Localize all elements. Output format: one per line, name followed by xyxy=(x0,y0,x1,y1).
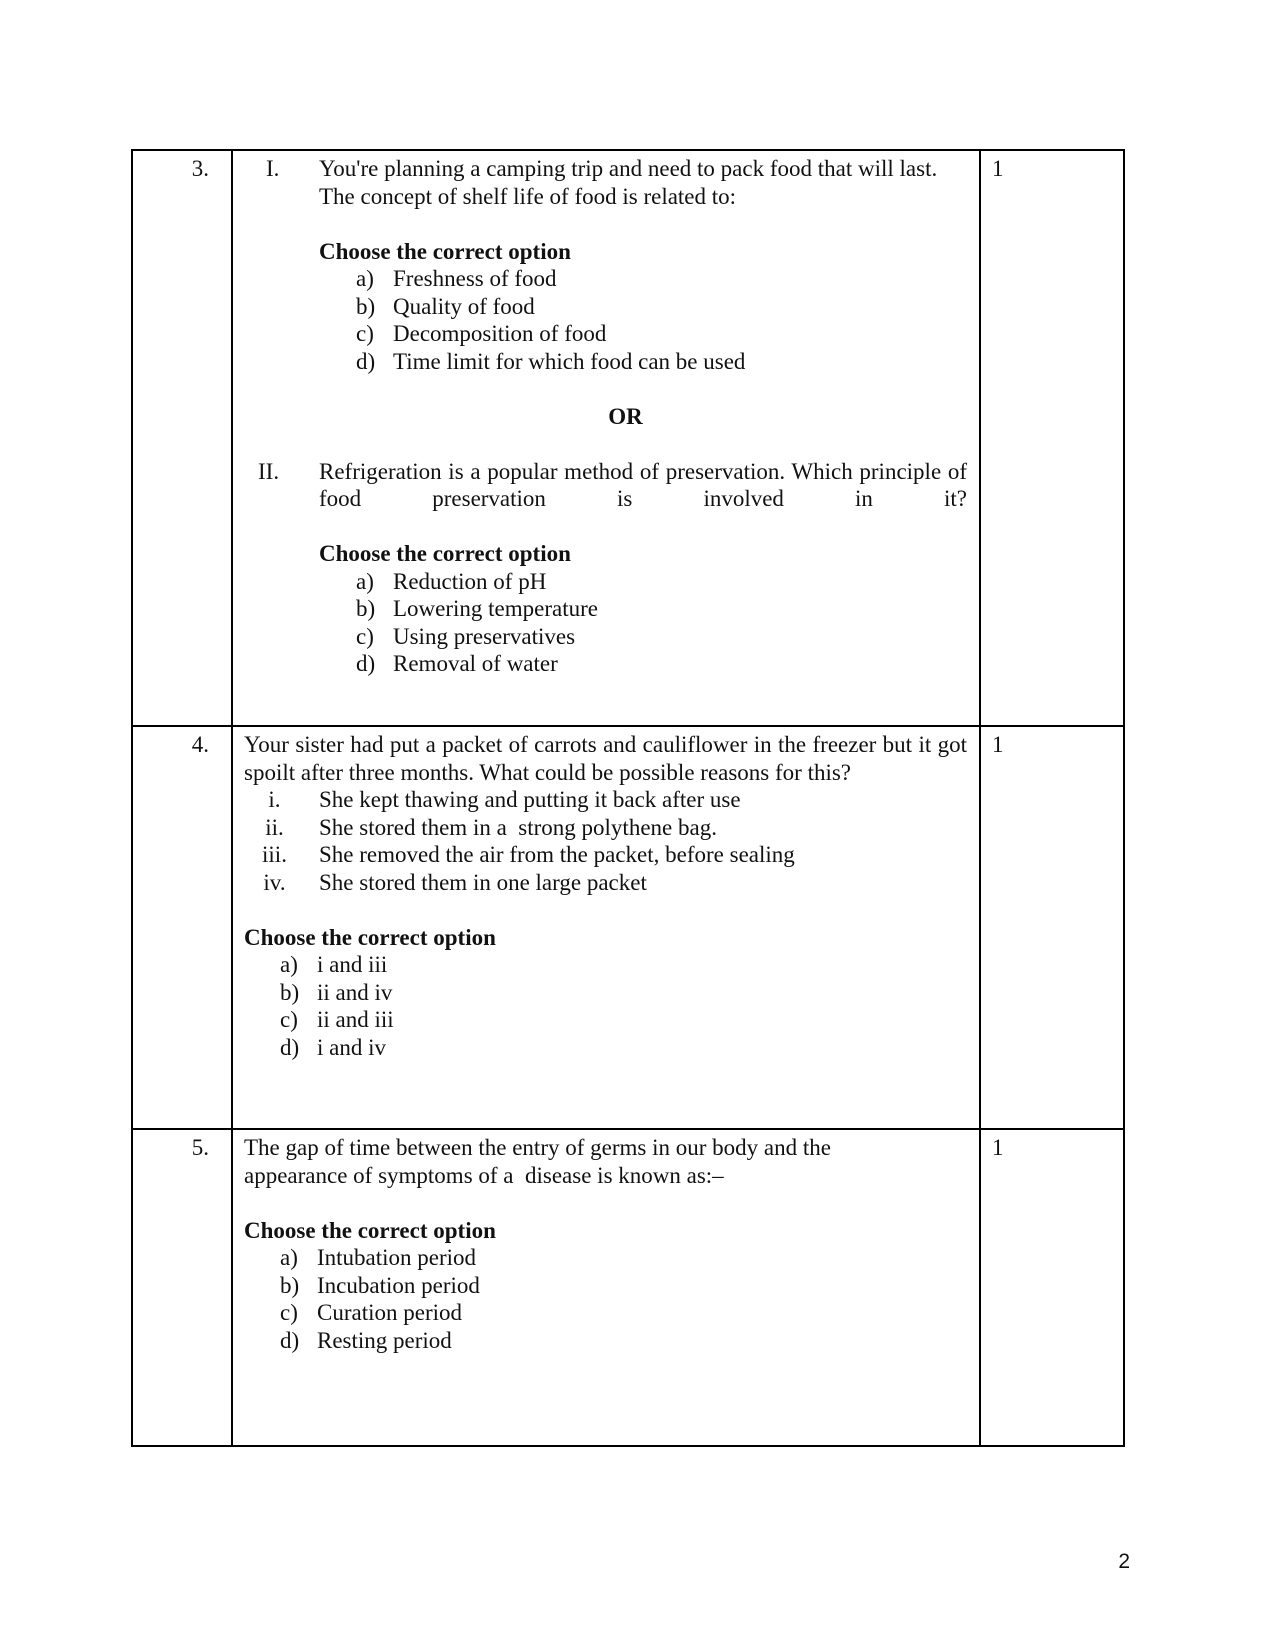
question-body xyxy=(232,1129,980,1446)
part-label: II. xyxy=(258,458,280,484)
options-list xyxy=(280,951,967,1061)
option-c: c) Using preservatives xyxy=(356,623,576,649)
statement-ii: ii. She stored them in a strong polythene bag. xyxy=(265,814,717,840)
question-text: The gap of time between the entry of germs in our body and the appearance of symptoms of a disease is known as:– xyxy=(244,1135,837,1188)
question-row-3 xyxy=(132,150,1124,726)
statement-i: i. She kept thawing and putting it back after use xyxy=(268,787,741,812)
options-list xyxy=(356,265,967,375)
question-part-i xyxy=(244,155,967,375)
option-c: c) Curation period xyxy=(280,1300,462,1325)
option-a: a) Intubation period xyxy=(280,1245,477,1270)
option-b: b) Incubation period xyxy=(280,1272,480,1298)
option-d: d) Resting period xyxy=(280,1327,452,1353)
statement-iv: iv. She stored them in one large packet xyxy=(263,869,647,895)
page-number: 2 xyxy=(1118,1550,1130,1573)
option-b: b) Lowering temperature xyxy=(356,596,598,621)
option-b: b) ii and iv xyxy=(280,979,393,1005)
statement-iii: iii. She removed the air from the packet, before sealing xyxy=(262,842,795,867)
choose-prompt: Choose the correct option xyxy=(319,238,571,264)
question-row-5 xyxy=(132,1129,1124,1446)
question-part-ii xyxy=(244,458,967,678)
option-c: c) ii and iii xyxy=(280,1007,394,1032)
marks-value: 1 xyxy=(980,1129,1124,1446)
question-text: Your sister had put a packet of carrots and cauliflower in the freezer but it got spoilt after three months. What could be possible reasons for this? xyxy=(244,732,967,785)
question-row-4 xyxy=(132,726,1124,1129)
question-table xyxy=(131,149,1125,1447)
question-number: 5. xyxy=(132,1129,232,1446)
question-body xyxy=(232,726,980,1129)
statements-list xyxy=(244,786,967,896)
option-b: b) Quality of food xyxy=(356,293,535,319)
part-label: I. xyxy=(266,156,280,181)
option-a: a) Reduction of pH xyxy=(356,568,547,594)
marks-value: 1 xyxy=(980,726,1124,1129)
question-number: 3. xyxy=(132,150,232,726)
question-text: You're planning a camping trip and need to pack food that will last. The concept of shelf life of food is related to: xyxy=(319,156,938,209)
option-d: d) Time limit for which food can be used xyxy=(356,348,746,374)
or-separator: OR xyxy=(608,403,643,429)
choose-prompt: Choose the correct option xyxy=(244,1217,496,1243)
marks-value: 1 xyxy=(980,150,1124,726)
question-number: 4. xyxy=(132,726,232,1129)
option-d: d) Removal of water xyxy=(356,651,558,676)
choose-prompt: Choose the correct option xyxy=(319,541,571,566)
option-d: d) i and iv xyxy=(280,1034,386,1060)
question-body xyxy=(232,150,980,726)
options-list xyxy=(280,1244,967,1354)
option-a: a) i and iii xyxy=(280,952,388,977)
option-a: a) Freshness of food xyxy=(356,266,557,291)
options-list xyxy=(356,568,967,678)
question-text: Refrigeration is a popular method of preservation. Which principle of food preservation is involved in it? xyxy=(319,458,967,511)
option-c: c) Decomposition of food xyxy=(356,321,607,346)
choose-prompt: Choose the correct option xyxy=(244,924,496,950)
